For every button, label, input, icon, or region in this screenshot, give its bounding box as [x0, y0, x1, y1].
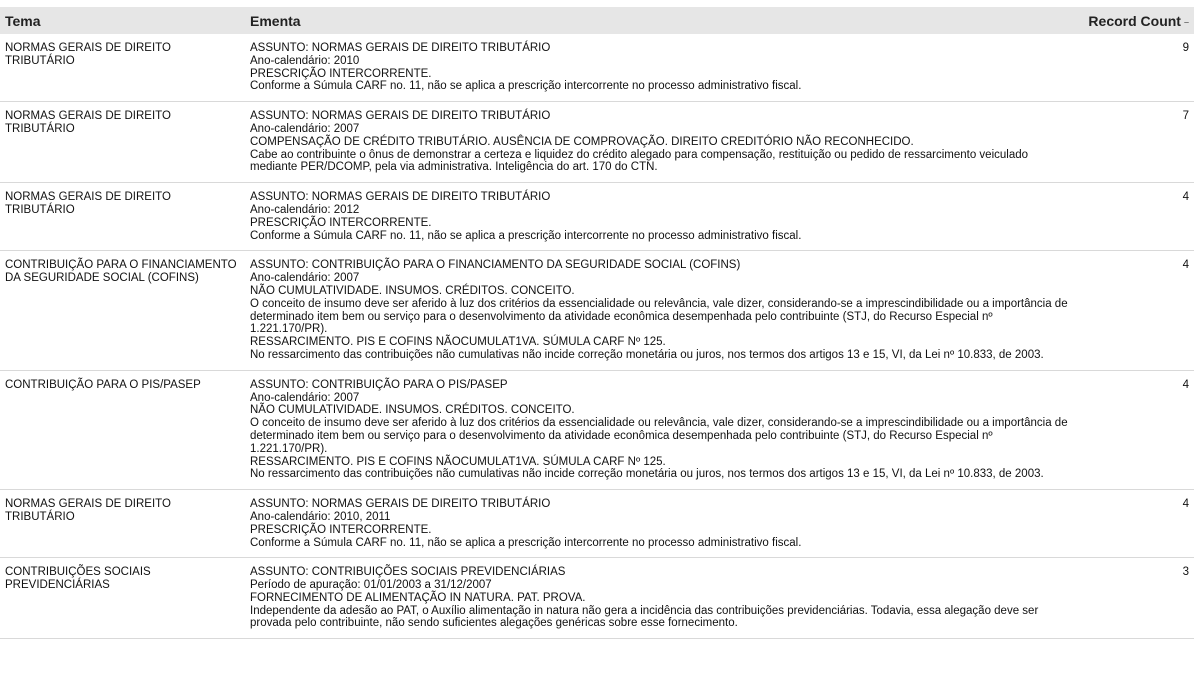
ementa-line: Conforme a Súmula CARF no. 11, não se aplica a prescrição intercorrente no processo administrativo fiscal. [250, 80, 802, 93]
cell-ementa [245, 370, 1074, 489]
cell-record-count: 9 [1074, 34, 1194, 102]
ementa-line: Independente da adesão ao PAT, o Auxílio alimentação in natura não gera a incidência das contribuições previdenciárias. Todavia, essa alegação deve ser provada pelo contribuinte, não sendo suficientes alegações genéricas sobre esse fornecimento. [250, 604, 1039, 630]
table-row[interactable] [0, 490, 1194, 558]
sort-icon[interactable]: – [1183, 16, 1189, 27]
ementa-line: Ano-calendário: 2012 [250, 203, 360, 216]
table-body [0, 34, 1194, 639]
ementa-line: O conceito de insumo deve ser aferido à luz dos critérios da essencialidade ou relevância, vale dizer, considerando-se a imprescindibilidade ou a importância de determinado item bem ou serviço para o desenvolvimento da atividade econômica desempenhada pelo contribuinte (STJ, do Recurso Especial nº 1.221.170/PR). [250, 417, 1068, 455]
table-row[interactable] [0, 251, 1194, 370]
ementa-line: Ano-calendário: 2007 [250, 272, 360, 285]
cell-ementa [245, 183, 1074, 251]
cell-ementa [245, 102, 1074, 183]
ementa-line: Ano-calendário: 2007 [250, 391, 360, 404]
table-row[interactable] [0, 370, 1194, 489]
ementa-line: NÃO CUMULATIVIDADE. INSUMOS. CRÉDITOS. CONCEITO. [250, 404, 575, 417]
cell-record-count: 3 [1074, 558, 1194, 639]
ementa-line: RESSARCIMENTO. PIS E COFINS NÃOCUMULAT1VA. SÚMULA CARF Nº 125. [250, 455, 666, 468]
cell-record-count: 4 [1074, 490, 1194, 558]
ementa-line: Ano-calendário: 2010 [250, 54, 360, 67]
cell-ementa [245, 34, 1074, 102]
header-row [0, 7, 1194, 34]
ementa-line: Conforme a Súmula CARF no. 11, não se aplica a prescrição intercorrente no processo administrativo fiscal. [250, 536, 802, 549]
column-header-record-count[interactable] [1074, 7, 1194, 34]
column-header-record-count-label: Record Count [1088, 12, 1181, 29]
cell-record-count: 7 [1074, 102, 1194, 183]
cell-tema: NORMAS GERAIS DE DIREITO TRIBUTÁRIO [0, 102, 245, 183]
ementa-line: PRESCRIÇÃO INTERCORRENTE. [250, 523, 432, 536]
ementa-line: ASSUNTO: CONTRIBUIÇÃO PARA O FINANCIAMENTO DA SEGURIDADE SOCIAL (COFINS) [250, 259, 741, 272]
ementa-line: ASSUNTO: CONTRIBUIÇÃO PARA O PIS/PASEP [250, 378, 508, 391]
ementa-line: Cabe ao contribuinte o ônus de demonstrar a certeza e liquidez do crédito alegado para compensação, restituição ou pedido de ressarcimento veiculado mediante PER/DCOMP, pela via administrativa. Inteligência do art. 170 do CTN. [250, 148, 1029, 174]
ementa-line: PRESCRIÇÃO INTERCORRENTE. [250, 216, 432, 229]
ementa-line: COMPENSAÇÃO DE CRÉDITO TRIBUTÁRIO. AUSÊNCIA DE COMPROVAÇÃO. DIREITO CREDITÓRIO NÃO RECONHECIDO. [250, 135, 914, 148]
ementa-line: ASSUNTO: NORMAS GERAIS DE DIREITO TRIBUTÁRIO [250, 110, 551, 123]
cell-record-count: 4 [1074, 370, 1194, 489]
cell-record-count: 4 [1074, 251, 1194, 370]
ementa-line: FORNECIMENTO DE ALIMENTAÇÃO IN NATURA. PAT. PROVA. [250, 591, 586, 604]
cell-record-count: 4 [1074, 183, 1194, 251]
cell-ementa [245, 490, 1074, 558]
ementa-line: Ano-calendário: 2010, 2011 [250, 510, 391, 523]
cell-tema: NORMAS GERAIS DE DIREITO TRIBUTÁRIO [0, 34, 245, 102]
ementa-line: Conforme a Súmula CARF no. 11, não se aplica a prescrição intercorrente no processo administrativo fiscal. [250, 229, 802, 242]
table-row[interactable] [0, 34, 1194, 102]
cell-tema: NORMAS GERAIS DE DIREITO TRIBUTÁRIO [0, 183, 245, 251]
ementa-line: O conceito de insumo deve ser aferido à luz dos critérios da essencialidade ou relevância, vale dizer, considerando-se a imprescindibilidade ou a importância de determinado item bem ou serviço para o desenvolvimento da atividade econômica desempenhada pelo contribuinte (STJ, do Recurso Especial nº 1.221.170/PR). [250, 297, 1068, 336]
results-table [0, 7, 1194, 639]
ementa-line: ASSUNTO: NORMAS GERAIS DE DIREITO TRIBUTÁRIO [250, 191, 551, 204]
ementa-line: PRESCRIÇÃO INTERCORRENTE. [250, 67, 432, 80]
ementa-line: ASSUNTO: NORMAS GERAIS DE DIREITO TRIBUTÁRIO [250, 42, 551, 54]
cell-tema: CONTRIBUIÇÃO PARA O FINANCIAMENTO DA SEGURIDADE SOCIAL (COFINS) [0, 251, 245, 370]
cell-ementa [245, 558, 1074, 639]
table-row[interactable] [0, 558, 1194, 639]
cell-tema: CONTRIBUIÇÕES SOCIAIS PREVIDENCIÁRIAS [0, 558, 245, 639]
ementa-line: RESSARCIMENTO. PIS E COFINS NÃOCUMULAT1VA. SÚMULA CARF Nº 125. [250, 336, 666, 349]
table-row[interactable] [0, 102, 1194, 183]
column-header-ementa[interactable] [245, 7, 1074, 34]
table-row[interactable] [0, 183, 1194, 251]
column-header-tema[interactable] [0, 7, 245, 34]
ementa-line: ASSUNTO: NORMAS GERAIS DE DIREITO TRIBUTÁRIO [250, 498, 551, 511]
ementa-line: NÃO CUMULATIVIDADE. INSUMOS. CRÉDITOS. CONCEITO. [250, 284, 575, 297]
ementa-line: No ressarcimento das contribuições não cumulativas não incide correção monetária ou juros, nos termos dos artigos 13 e 15, VI, da Lei nº 10.833, de 2003. [250, 468, 1044, 481]
ementa-line: ASSUNTO: CONTRIBUIÇÕES SOCIAIS PREVIDENCIÁRIAS [250, 566, 566, 579]
ementa-line: No ressarcimento das contribuições não cumulativas não incide correção monetária ou juros, nos termos dos artigos 13 e 15, VI, da Lei nº 10.833, de 2003. [250, 348, 1044, 361]
cell-tema: NORMAS GERAIS DE DIREITO TRIBUTÁRIO [0, 490, 245, 558]
ementa-line: Ano-calendário: 2007 [250, 122, 360, 135]
ementa-line: Período de apuração: 01/01/2003 a 31/12/2007 [250, 579, 492, 592]
cell-ementa [245, 251, 1074, 370]
column-header-ementa-label: Ementa [250, 12, 301, 29]
cell-tema: CONTRIBUIÇÃO PARA O PIS/PASEP [0, 370, 245, 489]
column-header-tema-label: Tema [5, 12, 41, 29]
results-table-container [0, 7, 1194, 639]
